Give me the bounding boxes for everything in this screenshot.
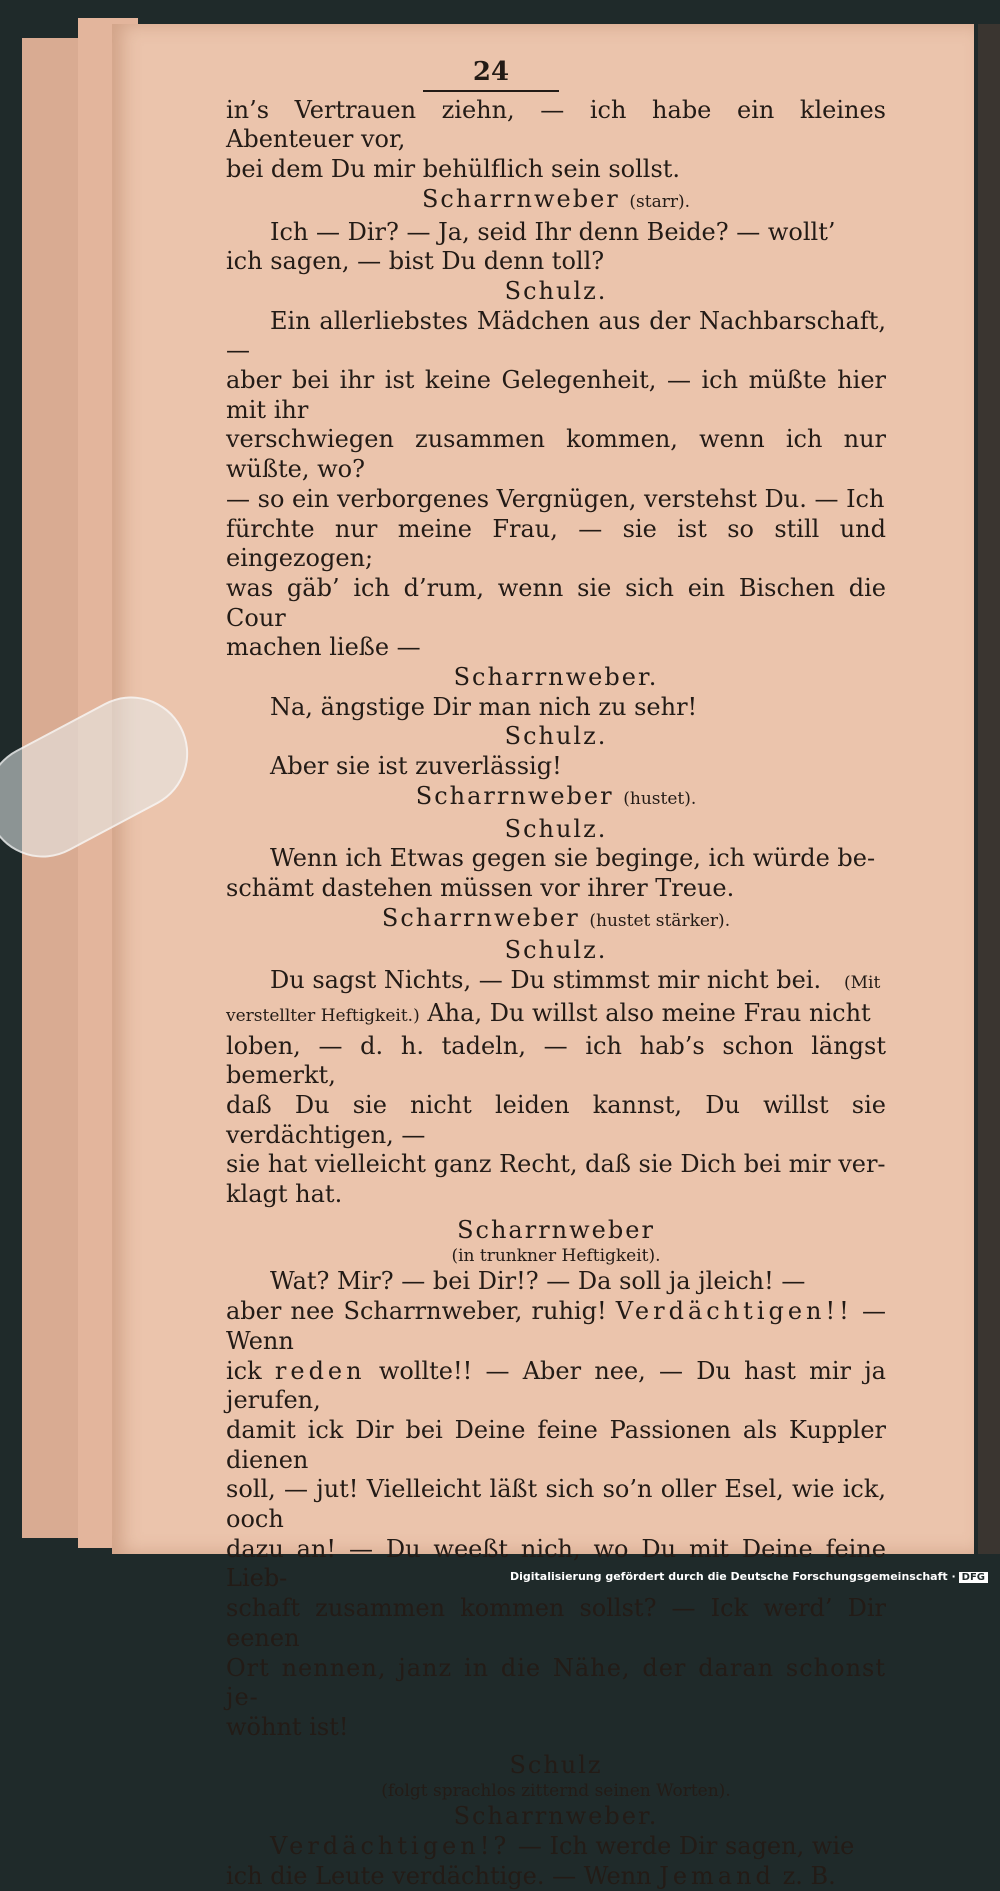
speaker-label: Scharrnweber (hustet). — [415, 781, 697, 810]
text-line: Ort nennen, janz in die Nähe, der daran schonst je- — [226, 1653, 886, 1712]
text-line: wöhnt ist! — [226, 1712, 349, 1741]
speaker-label: Schulz. — [504, 814, 608, 843]
text-line: ich die Leute verdächtige. — Wenn Jemand z. B. — [226, 1861, 836, 1890]
text-line: Aber sie ist zuverlässig! — [270, 752, 562, 781]
stage-direction: (in trunkner Heftigkeit). — [451, 1246, 661, 1267]
text-line: ich sagen, — bist Du denn toll? — [226, 247, 605, 276]
speaker-label: Schulz. — [504, 936, 608, 965]
speaker-label: Scharrnweber — [457, 1215, 655, 1244]
text-line: Na, ängstige Dir man nich zu sehr! — [270, 692, 698, 721]
text-line: aber bei ihr ist keine Gelegenheit, — ich müßte hier mit ihr — [226, 366, 886, 424]
text-line: klagt hat. — [226, 1180, 343, 1209]
book-edge-right — [978, 24, 1000, 1554]
text-line: — so ein verborgenes Vergnügen, verstehst Du. — Ich — [226, 484, 885, 513]
text-line: was gäb’ ich d’rum, wenn sie sich ein Bischen die Cour — [226, 573, 886, 632]
speaker-label: Scharrnweber (hustet stärker). — [381, 903, 731, 932]
text-line: verschwiegen zusammen kommen, wenn ich nur wüßte, wo? — [226, 425, 886, 484]
text-line: aber nee Scharrnweber, ruhig! Verdächtigen!! — Wenn — [226, 1297, 886, 1355]
digitization-footer — [510, 1570, 988, 1583]
dfg-logo: DFG — [959, 1572, 988, 1583]
text-line: schämt dastehen müssen vor ihrer Treue. — [226, 873, 735, 902]
text-line: bei dem Du mir behülflich sein sollst. — [226, 155, 681, 184]
text-line: loben, — d. h. tadeln, — ich hab’s schon längst bemerkt, — [226, 1031, 886, 1090]
speaker-label: Schulz. — [504, 722, 608, 751]
speaker-label: Scharrnweber. — [453, 1802, 659, 1831]
text-line: schaft zusammen kommen sollst? — Ick werd’ Dir eenen — [226, 1594, 886, 1652]
stage-direction: (folgt sprachlos zitternd seinen Worten). — [381, 1781, 731, 1802]
speaker-label: Scharrnweber (starr). — [421, 184, 691, 213]
text-line: damit ick Dir bei Deine feine Passionen als Kuppler dienen — [226, 1415, 886, 1474]
text-line: Du sagst Nichts, — Du stimmst mir nicht bei. (Mit — [270, 966, 881, 995]
text-line: daß Du sie nicht leiden kannst, Du willst sie verdächtigen, — — [226, 1090, 886, 1149]
text-line: ick reden wollte!! — Aber nee, — Du hast mir ja jerufen, — [226, 1356, 886, 1415]
text-line: machen ließe — — [226, 633, 421, 662]
text-line: in’s Vertrauen ziehn, — ich habe ein kleines Abenteuer vor, — [226, 95, 886, 154]
text-line: fürchte nur meine Frau, — sie ist so still und eingezogen; — [226, 514, 886, 573]
speaker-label: Schulz. — [504, 276, 608, 305]
footer-text: Digitalisierung gefördert durch die Deutsche Forschungsgemeinschaft · — [509, 1570, 956, 1583]
text-line: Wat? Mir? — bei Dir!? — Da soll ja jleich! — — [270, 1267, 806, 1296]
speaker-label: Schulz — [509, 1750, 603, 1779]
page-number: 24 — [296, 58, 616, 92]
text-line: soll, — jut! Vielleicht läßt sich so’n oller Esel, wie ick, ooch — [226, 1475, 886, 1534]
text-line: verstellter Heftigkeit.) Aha, Du willst also meine Frau nicht — [226, 998, 871, 1027]
text-line: Ich — Dir? — Ja, seid Ihr denn Beide? — wollt’ — [270, 217, 836, 246]
text-line: Verdächtigen!? — Ich werde Dir sagen, wie — [270, 1832, 855, 1861]
page-text — [226, 58, 886, 1891]
text-line: Wenn ich Etwas gegen sie beginge, ich würde be- — [270, 844, 876, 873]
speaker-label: Scharrnweber. — [453, 663, 659, 692]
text-line: sie hat vielleicht ganz Recht, daß sie Dich bei mir ver- — [226, 1150, 886, 1179]
text-line: dazu an! — Du weeßt nich, wo Du mit Deine feine Lieb- — [226, 1534, 886, 1593]
text-line: Ein allerliebstes Mädchen aus der Nachbarschaft, — — [226, 306, 886, 365]
